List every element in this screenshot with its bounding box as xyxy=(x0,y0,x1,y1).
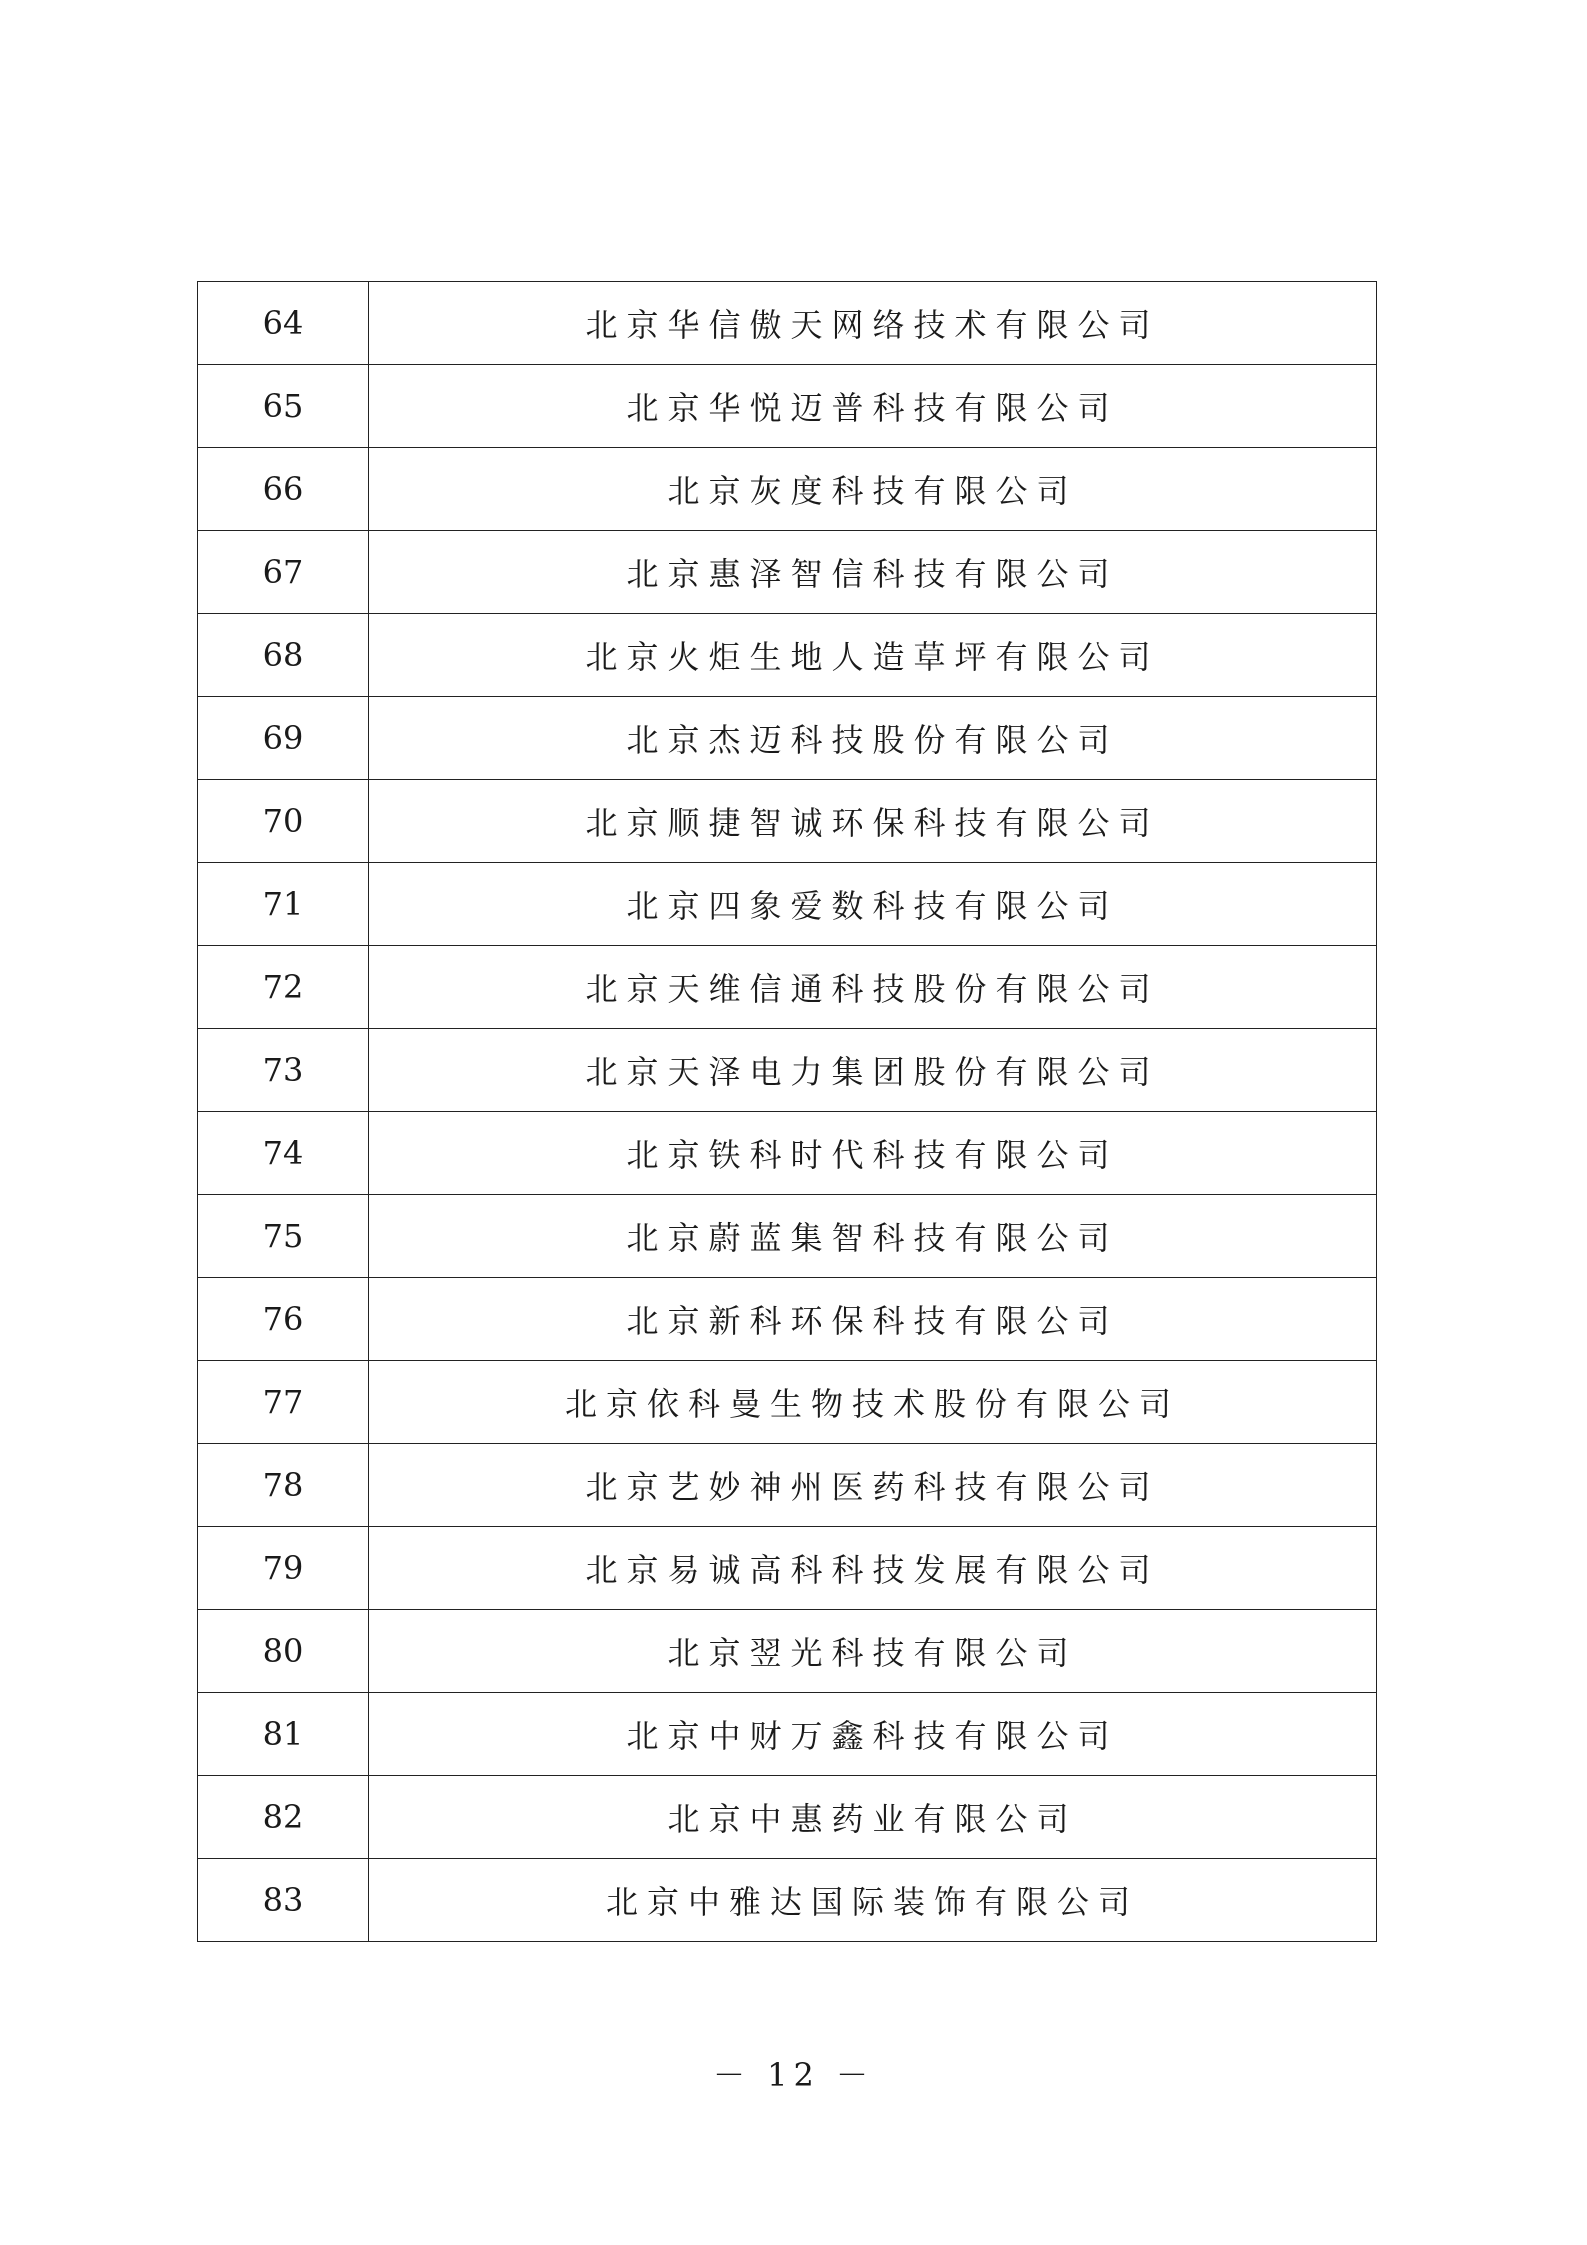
table-row xyxy=(198,1278,1377,1361)
row-number: 71 xyxy=(198,863,369,946)
table-row xyxy=(198,1195,1377,1278)
company-name: 北京天泽电力集团股份有限公司 xyxy=(369,1029,1377,1112)
company-name: 北京天维信通科技股份有限公司 xyxy=(369,946,1377,1029)
company-name: 北京中雅达国际装饰有限公司 xyxy=(369,1859,1377,1942)
company-name: 北京华信傲天网络技术有限公司 xyxy=(369,282,1377,365)
table-row xyxy=(198,448,1377,531)
company-table xyxy=(197,281,1377,1942)
table-row xyxy=(198,1859,1377,1942)
table-row xyxy=(198,1029,1377,1112)
row-number: 70 xyxy=(198,780,369,863)
row-number: 73 xyxy=(198,1029,369,1112)
company-name: 北京艺妙神州医药科技有限公司 xyxy=(369,1444,1377,1527)
table-row xyxy=(198,1112,1377,1195)
row-number: 64 xyxy=(198,282,369,365)
row-number: 80 xyxy=(198,1610,369,1693)
page-number: － 12 － xyxy=(712,2056,875,2094)
table-row xyxy=(198,697,1377,780)
row-number: 72 xyxy=(198,946,369,1029)
company-table-body xyxy=(198,282,1377,1942)
company-name: 北京火炬生地人造草坪有限公司 xyxy=(369,614,1377,697)
table-row xyxy=(198,614,1377,697)
table-row xyxy=(198,282,1377,365)
company-name: 北京灰度科技有限公司 xyxy=(369,448,1377,531)
company-name: 北京翌光科技有限公司 xyxy=(369,1610,1377,1693)
row-number: 77 xyxy=(198,1361,369,1444)
table-row xyxy=(198,1610,1377,1693)
row-number: 76 xyxy=(198,1278,369,1361)
table-row xyxy=(198,1444,1377,1527)
row-number: 79 xyxy=(198,1527,369,1610)
company-name: 北京顺捷智诚环保科技有限公司 xyxy=(369,780,1377,863)
company-name: 北京杰迈科技股份有限公司 xyxy=(369,697,1377,780)
company-name: 北京华悦迈普科技有限公司 xyxy=(369,365,1377,448)
row-number: 65 xyxy=(198,365,369,448)
table-row xyxy=(198,365,1377,448)
company-name: 北京四象爱数科技有限公司 xyxy=(369,863,1377,946)
row-number: 66 xyxy=(198,448,369,531)
company-name: 北京新科环保科技有限公司 xyxy=(369,1278,1377,1361)
row-number: 82 xyxy=(198,1776,369,1859)
row-number: 69 xyxy=(198,697,369,780)
table-row xyxy=(198,1776,1377,1859)
row-number: 68 xyxy=(198,614,369,697)
row-number: 83 xyxy=(198,1859,369,1942)
row-number: 67 xyxy=(198,531,369,614)
company-name: 北京蔚蓝集智科技有限公司 xyxy=(369,1195,1377,1278)
company-name: 北京中财万鑫科技有限公司 xyxy=(369,1693,1377,1776)
row-number: 78 xyxy=(198,1444,369,1527)
table-row xyxy=(198,780,1377,863)
table-row xyxy=(198,531,1377,614)
row-number: 75 xyxy=(198,1195,369,1278)
table-row xyxy=(198,1527,1377,1610)
company-name: 北京依科曼生物技术股份有限公司 xyxy=(369,1361,1377,1444)
row-number: 74 xyxy=(198,1112,369,1195)
table-row xyxy=(198,863,1377,946)
table-row xyxy=(198,1361,1377,1444)
company-name: 北京易诚高科科技发展有限公司 xyxy=(369,1527,1377,1610)
company-name: 北京中惠药业有限公司 xyxy=(369,1776,1377,1859)
company-name: 北京惠泽智信科技有限公司 xyxy=(369,531,1377,614)
company-name: 北京铁科时代科技有限公司 xyxy=(369,1112,1377,1195)
table-row xyxy=(198,946,1377,1029)
row-number: 81 xyxy=(198,1693,369,1776)
table-row xyxy=(198,1693,1377,1776)
